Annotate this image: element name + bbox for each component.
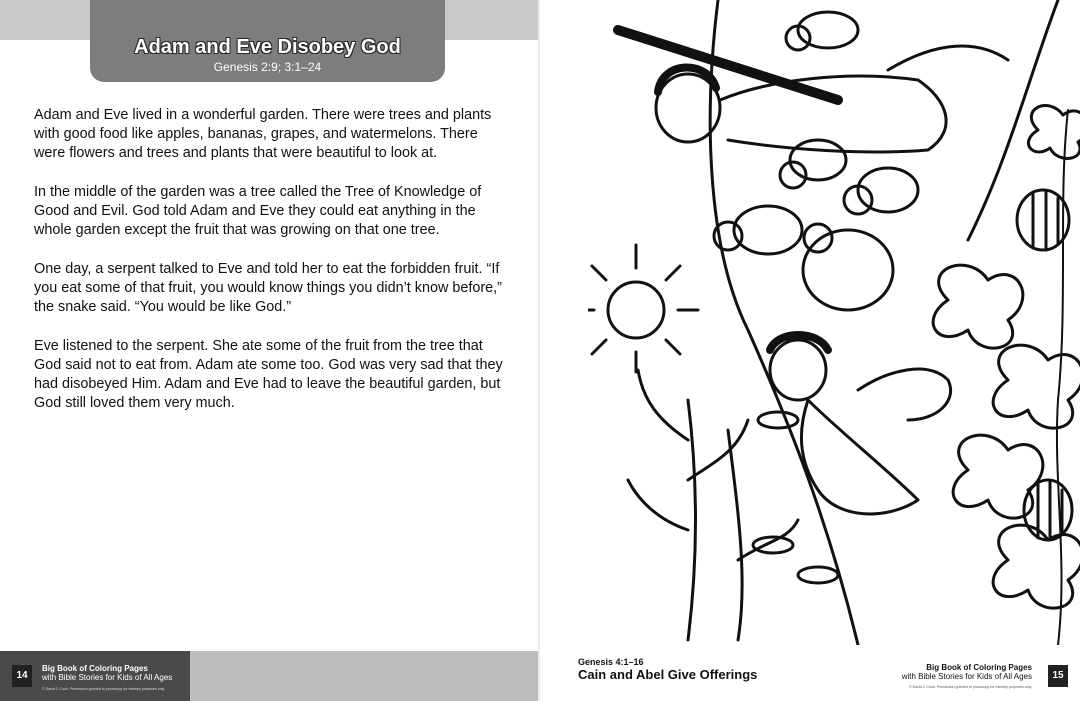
title-box bbox=[90, 0, 445, 82]
scripture-reference: Genesis 2:9; 3:1–24 bbox=[213, 60, 322, 74]
sheep-icon bbox=[844, 168, 918, 214]
left-footer bbox=[0, 651, 540, 701]
book-title-line2: with Bible Stories for Kids of All Ages bbox=[901, 672, 1032, 681]
sheep-icon bbox=[714, 206, 802, 254]
shepherd-figure bbox=[618, 30, 1008, 152]
footer-dark-panel bbox=[0, 651, 190, 701]
book-title bbox=[42, 664, 187, 682]
sheep-icon bbox=[786, 12, 858, 50]
book-title bbox=[902, 663, 1032, 681]
leaf-icon bbox=[993, 345, 1080, 428]
right-footer bbox=[540, 651, 1080, 701]
leaf-icon bbox=[1028, 106, 1080, 159]
page-title: Adam and Eve Disobey God bbox=[134, 36, 401, 58]
leaf-icon bbox=[953, 435, 1043, 518]
story-paragraph: One day, a serpent talked to Eve and told her to eat the forbidden fruit. “If you eat some of that fruit, you would know things you didn’t know before,” the snake said. “You would be like God.” bbox=[34, 261, 502, 315]
book-title-line1: Big Book of Coloring Pages bbox=[42, 664, 148, 673]
coloring-reference: Genesis 4:1–16 bbox=[578, 657, 644, 667]
sun-icon bbox=[588, 245, 698, 372]
coloring-page-illustration bbox=[588, 0, 1080, 645]
book-title-line1: Big Book of Coloring Pages bbox=[926, 663, 1032, 672]
footer-light-panel bbox=[190, 651, 540, 701]
sheep-icon bbox=[803, 224, 893, 310]
leaf-icon bbox=[933, 265, 1023, 348]
book-title-line2: with Bible Stories for Kids of All Ages bbox=[42, 673, 173, 682]
vine-outline bbox=[1057, 110, 1068, 645]
page-number: 14 bbox=[12, 665, 32, 687]
story-paragraph: In the middle of the garden was a tree called the Tree of Knowledge of Good and Evil. God told Adam and Eve they could eat anything in the whole garden except the fruit that was growing on that one tree. bbox=[34, 184, 482, 238]
copyright-notice: © David C Cook. Permission granted to photocopy for ministry purposes only. bbox=[908, 685, 1032, 689]
right-page bbox=[540, 0, 1080, 701]
corn-icon bbox=[628, 370, 838, 640]
page-number: 15 bbox=[1048, 665, 1068, 687]
watermelon-icon bbox=[1017, 190, 1069, 250]
story-paragraph: Adam and Eve lived in a wonderful garden. There were trees and plants with good food like apples, bananas, grapes, and watermelons. There were flowers and trees and plants that were beautiful to look at. bbox=[34, 107, 492, 161]
copyright-notice: © David C Cook. Permission granted to photocopy for ministry purposes only. bbox=[42, 687, 166, 691]
coloring-title: Cain and Abel Give Offerings bbox=[578, 667, 758, 682]
story-text bbox=[34, 106, 506, 433]
story-paragraph: Eve listened to the serpent. She ate some of the fruit from the tree that God said not to eat from. Adam ate some too. God was very sad that they had disobeyed Him. Adam and Eve had to leave the beautiful garden, but God still loved them very much. bbox=[34, 338, 503, 411]
